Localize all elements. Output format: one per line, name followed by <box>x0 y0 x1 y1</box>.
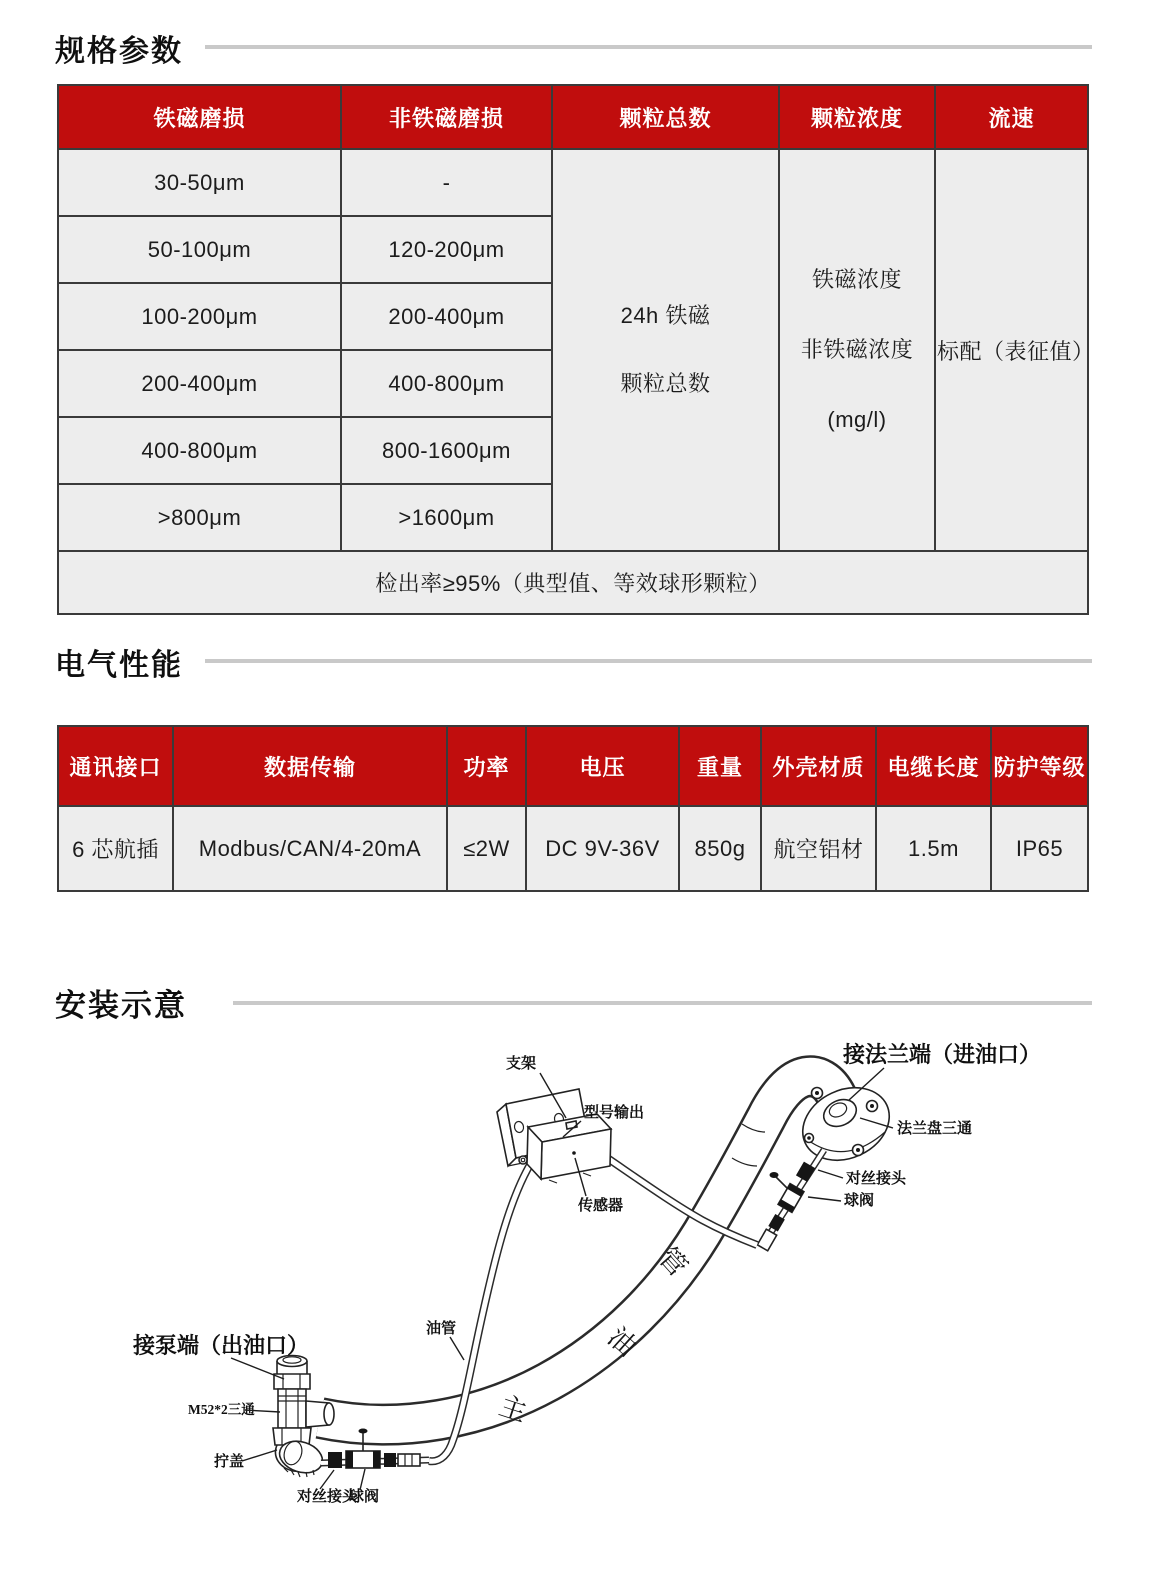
threaded-joint-bottom-part <box>328 1452 342 1468</box>
label-flange-tee: 法兰盘三通 <box>897 1121 973 1137</box>
label-sensor: 传感器 <box>578 1198 624 1214</box>
cell-particle-count-merged <box>552 149 779 551</box>
spec-cell: 100-200μm <box>58 283 341 350</box>
installation-diagram <box>0 1020 1149 1588</box>
header-data-transmission: 数据传输 <box>173 726 447 806</box>
label-screw-cap: 拧盖 <box>214 1454 245 1470</box>
electrical-title-divider <box>205 659 1092 663</box>
label-signal-output: 型号输出 <box>584 1105 645 1121</box>
label-bracket: 支架 <box>506 1056 537 1072</box>
header-housing-material: 外壳材质 <box>761 726 876 806</box>
spec-cell: 30-50μm <box>58 149 341 216</box>
spec-cell: 800-1600μm <box>341 417 552 484</box>
label-flange-end: 接法兰端（进油口） <box>843 1042 1042 1067</box>
label-ball-valve-right: 球阀 <box>844 1193 875 1209</box>
header-weight: 重量 <box>679 726 761 806</box>
header-particle-concentration: 颗粒浓度 <box>779 85 935 149</box>
ball-valve-right-part <box>770 1172 804 1212</box>
value-comm-interface: 6 芯航插 <box>58 806 173 891</box>
electrical-section-title: 电气性能 <box>55 649 183 682</box>
install-section-title: 安装示意 <box>55 988 187 1023</box>
spec-table <box>57 84 1095 615</box>
flange-fitting-chain <box>757 1150 824 1251</box>
particle-count-line: 颗粒总数 <box>620 371 711 396</box>
header-cable-length: 电缆长度 <box>876 726 991 806</box>
detection-rate-note: 检出率≥95%（典型值、等效球形颗粒） <box>58 551 1088 614</box>
electrical-value-row <box>58 806 1088 891</box>
electrical-header-row <box>58 726 1088 806</box>
header-power: 功率 <box>447 726 526 806</box>
diagram-labels <box>132 1042 1041 1505</box>
spec-cell: 400-800μm <box>58 417 341 484</box>
header-particle-count: 颗粒总数 <box>552 85 779 149</box>
electrical-table <box>57 725 1089 892</box>
spec-cell: 120-200μm <box>341 216 552 283</box>
particle-count-line: 24h 铁磁 <box>620 303 711 328</box>
spec-cell: 200-400μm <box>341 283 552 350</box>
header-flow-rate: 流速 <box>935 85 1088 149</box>
sensor-top-connector <box>566 1121 577 1129</box>
install-title-divider <box>233 1001 1092 1005</box>
value-data-transmission: Modbus/CAN/4-20mA <box>173 806 447 891</box>
value-power: ≤2W <box>447 806 526 891</box>
cell-flow-merged: 标配（表征值） <box>935 149 1088 551</box>
spec-header-row <box>58 85 1088 149</box>
spec-cell: >800μm <box>58 484 341 551</box>
spec-section-title: 规格参数 <box>55 35 183 68</box>
spec-cell: >1600μm <box>341 484 552 551</box>
value-housing-material: 航空铝材 <box>761 806 876 891</box>
label-m52-tee: M52*2三通 <box>188 1402 255 1417</box>
cell-concentration-merged <box>779 149 935 551</box>
header-ferromagnetic-wear: 铁磁磨损 <box>58 85 341 149</box>
header-protection-rating: 防护等级 <box>991 726 1088 806</box>
concentration-line: 铁磁浓度 <box>811 267 902 292</box>
header-voltage: 电压 <box>526 726 679 806</box>
label-ball-valve-bottom: 球阀 <box>349 1489 380 1505</box>
spec-row <box>58 149 1088 216</box>
spec-cell: - <box>341 149 552 216</box>
value-weight: 850g <box>679 806 761 891</box>
label-threaded-joint-bottom: 对丝接头 <box>297 1489 358 1505</box>
pipe-text-main: 主 <box>495 1390 531 1428</box>
label-pump-end: 接泵端（出油口） <box>133 1333 310 1358</box>
value-protection-rating: IP65 <box>991 806 1088 891</box>
spec-cell: 50-100μm <box>58 216 341 283</box>
pipe-text-oil: 油 <box>601 1321 643 1363</box>
label-threaded-joint-right: 对丝接头 <box>846 1171 907 1187</box>
spec-title-divider <box>205 45 1092 49</box>
spec-cell: 200-400μm <box>58 350 341 417</box>
concentration-line: 非铁磁浓度 <box>800 337 914 362</box>
pipe-text-pipe: 管 <box>652 1241 694 1283</box>
header-comm-interface: 通讯接口 <box>58 726 173 806</box>
spec-footer-row <box>58 551 1088 614</box>
value-voltage: DC 9V-36V <box>526 806 679 891</box>
label-oil-tube: 油管 <box>426 1321 457 1337</box>
concentration-line: (mg/l) <box>827 407 887 432</box>
header-nonferromagnetic-wear: 非铁磁磨损 <box>341 85 552 149</box>
spec-cell: 400-800μm <box>341 350 552 417</box>
value-cable-length: 1.5m <box>876 806 991 891</box>
